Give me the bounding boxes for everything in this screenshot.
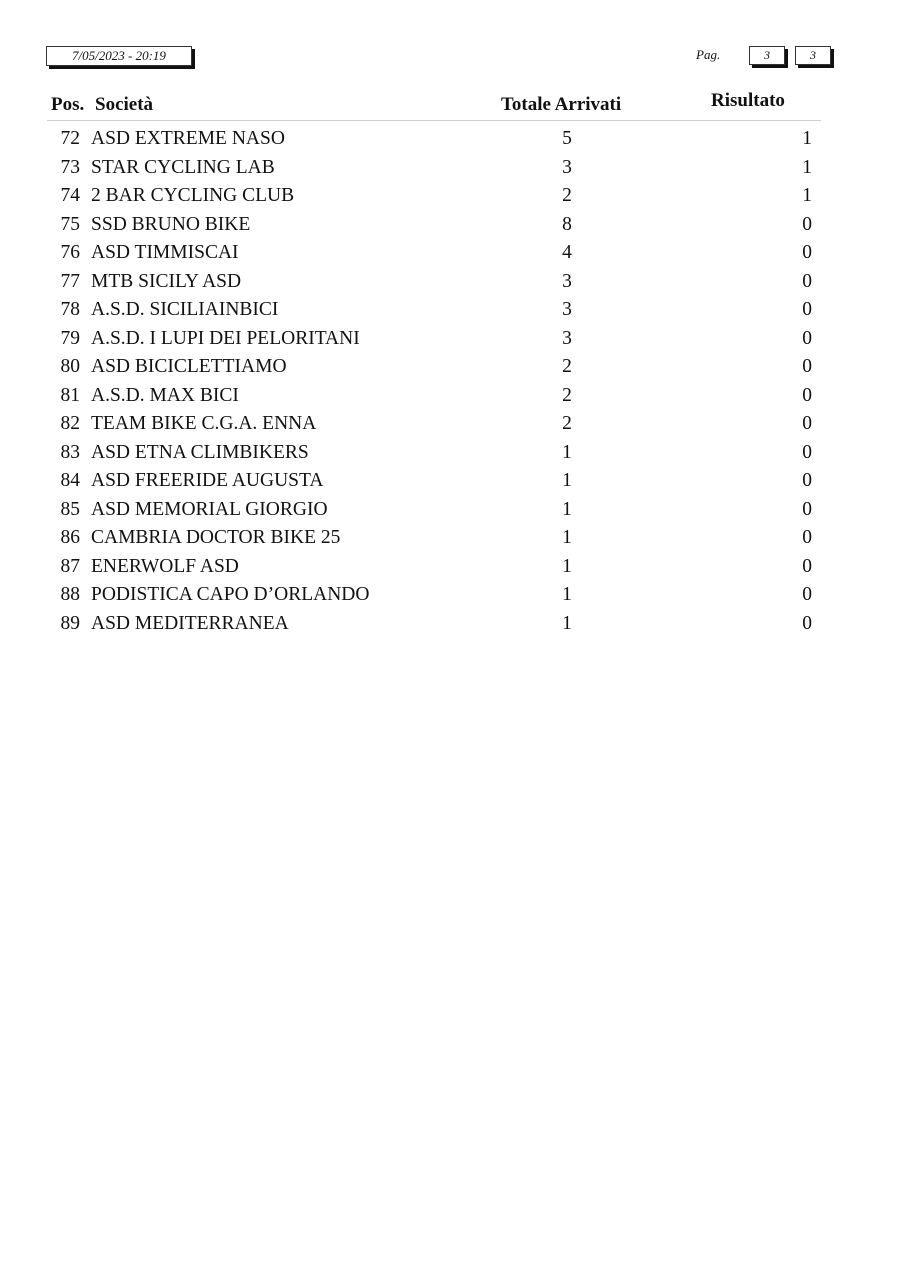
row-position: 73 [60, 156, 80, 178]
column-header-pos: Pos. [51, 94, 85, 115]
table-row [0, 325, 904, 354]
table-row [0, 296, 904, 325]
table-row [0, 154, 904, 183]
row-risultato: 0 [802, 213, 812, 235]
row-position: 74 [60, 185, 80, 206]
row-risultato: 0 [802, 470, 812, 491]
row-societa: ENERWOLF ASD [91, 555, 239, 577]
row-societa: TEAM BIKE C.G.A. ENNA [91, 413, 317, 434]
row-totale-arrivati: 1 [562, 612, 572, 634]
print-datetime: 7/05/2023 - 20:19 [46, 46, 192, 66]
row-risultato: 0 [802, 356, 812, 377]
row-societa: 2 BAR CYCLING CLUB [91, 185, 295, 206]
row-totale-arrivati: 2 [562, 413, 572, 434]
row-position: 84 [60, 470, 80, 491]
row-totale-arrivati: 3 [562, 299, 572, 320]
row-position: 79 [60, 327, 80, 349]
row-societa: MTB SICILY ASD [91, 270, 242, 292]
page-label: Pag. [696, 47, 721, 62]
row-risultato: 0 [802, 584, 812, 605]
row-totale-arrivati: 2 [562, 185, 572, 206]
row-totale-arrivati: 4 [562, 242, 572, 263]
row-totale-arrivati: 2 [562, 356, 572, 377]
row-totale-arrivati: 1 [562, 470, 572, 491]
table-row [0, 581, 904, 610]
column-header-totale-arrivati: Totale Arrivati [501, 94, 622, 115]
table-row [0, 268, 904, 297]
table-row [0, 182, 904, 211]
row-risultato: 1 [802, 185, 812, 206]
row-risultato: 0 [802, 270, 812, 292]
row-societa: ASD MEMORIAL GIORGIO [91, 498, 328, 520]
row-position: 88 [60, 584, 80, 605]
row-societa: STAR CYCLING LAB [91, 156, 275, 178]
row-societa: PODISTICA CAPO D’ORLANDO [91, 584, 370, 605]
row-societa: ASD EXTREME NASO [91, 128, 285, 149]
row-position: 86 [60, 527, 80, 548]
row-position: 72 [60, 128, 80, 149]
row-totale-arrivati: 1 [562, 441, 572, 463]
table-row [0, 239, 904, 268]
row-position: 85 [60, 498, 80, 520]
row-risultato: 0 [802, 413, 812, 434]
row-risultato: 0 [802, 441, 812, 463]
table-row [0, 125, 904, 154]
row-totale-arrivati: 8 [562, 213, 572, 235]
row-societa: ASD FREERIDE AUGUSTA [91, 470, 324, 491]
row-totale-arrivati: 3 [562, 270, 572, 292]
table-row [0, 610, 904, 639]
table-row [0, 496, 904, 525]
row-risultato: 1 [802, 156, 812, 178]
row-position: 77 [60, 270, 80, 292]
row-risultato: 0 [802, 612, 812, 634]
row-societa: CAMBRIA DOCTOR BIKE 25 [91, 527, 341, 548]
table-row [0, 524, 904, 553]
results-table-body [0, 125, 904, 638]
row-risultato: 1 [802, 128, 812, 149]
table-row [0, 382, 904, 411]
header-divider [47, 120, 821, 121]
row-position: 75 [60, 213, 80, 235]
page-current: 3 [749, 46, 785, 65]
row-totale-arrivati: 2 [562, 384, 572, 406]
row-risultato: 0 [802, 299, 812, 320]
row-position: 81 [60, 384, 80, 406]
row-risultato: 0 [802, 527, 812, 548]
row-position: 78 [60, 299, 80, 320]
row-position: 82 [60, 413, 80, 434]
row-totale-arrivati: 3 [562, 156, 572, 178]
table-header [0, 90, 904, 118]
row-societa: ASD TIMMISCAI [91, 242, 239, 263]
table-row [0, 467, 904, 496]
row-totale-arrivati: 1 [562, 555, 572, 577]
row-societa: ASD MEDITERRANEA [91, 612, 289, 634]
row-societa: SSD BRUNO BIKE [91, 213, 251, 235]
row-position: 89 [60, 612, 80, 634]
table-row [0, 353, 904, 382]
row-societa: A.S.D. SICILIAINBICI [91, 299, 279, 320]
row-position: 87 [60, 555, 80, 577]
column-header-risultato: Risultato [711, 90, 785, 111]
row-societa: ASD BICICLETTIAMO [91, 356, 287, 377]
row-risultato: 0 [802, 384, 812, 406]
row-risultato: 0 [802, 498, 812, 520]
row-risultato: 0 [802, 327, 812, 349]
table-row [0, 553, 904, 582]
table-row [0, 410, 904, 439]
column-header-societa: Società [95, 94, 154, 115]
page-total: 3 [795, 46, 831, 65]
row-totale-arrivati: 1 [562, 527, 572, 548]
row-societa: A.S.D. I LUPI DEI PELORITANI [91, 327, 360, 349]
row-totale-arrivati: 1 [562, 584, 572, 605]
row-totale-arrivati: 1 [562, 498, 572, 520]
table-row [0, 211, 904, 240]
row-totale-arrivati: 5 [562, 128, 572, 149]
row-totale-arrivati: 3 [562, 327, 572, 349]
table-row [0, 439, 904, 468]
row-position: 76 [60, 242, 80, 263]
row-position: 83 [60, 441, 80, 463]
row-risultato: 0 [802, 555, 812, 577]
row-position: 80 [60, 356, 80, 377]
row-societa: A.S.D. MAX BICI [91, 384, 239, 406]
row-societa: ASD ETNA CLIMBIKERS [91, 441, 309, 463]
row-risultato: 0 [802, 242, 812, 263]
